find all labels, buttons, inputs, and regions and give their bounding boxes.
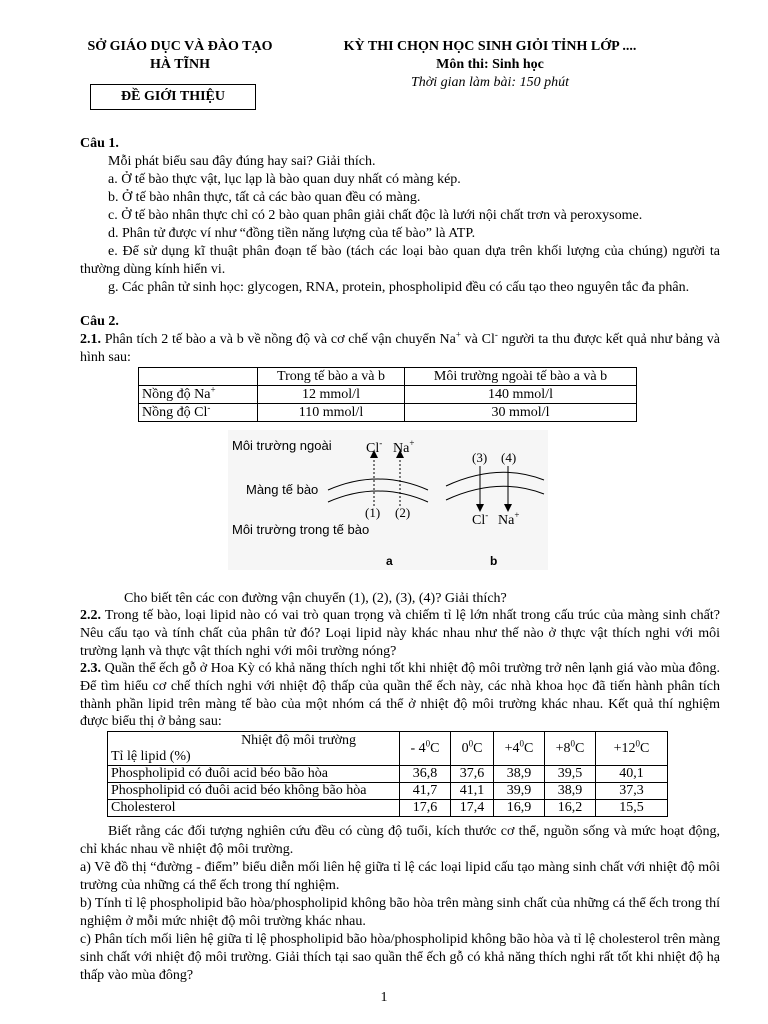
q2-3-note: Biết rằng các đối tượng nghiên cứu đều có cùng độ tuổi, kích thước cơ thể, nguồn sống và mức hoạt động, chỉ khác nhau về nhiệt độ môi trường. (80, 824, 720, 857)
intro-exam-box: ĐỀ GIỚI THIỆU (90, 84, 256, 110)
membrane-label: Màng tế bào (246, 482, 319, 497)
inner-env-label: Môi trường trong tế bào (232, 522, 370, 537)
q1-title: Câu 1. (80, 136, 119, 151)
na-label-b: Na+ (498, 510, 520, 528)
q1-a: a. Ở tế bào thực vật, lục lạp là bào quan duy nhất có màng kép. (108, 172, 461, 187)
q2-3-text: 2.3. Quần thể ếch gỗ ở Hoa Kỳ có khả năng thích nghi tốt khi nhiệt độ môi trường trở nên lạnh giá vào mùa đông. Để tìm hiểu cơ chế thích nghi với nhiệt độ thấp của quần thể ếch này, các nhà khoa học đã tiến hành phân tích thành phần lipid trên màng tế bào của một nhóm cá thể ở nhiệt độ môi trường khác nhau. Kết quả thí nghiệm được biểu thị ở bảng sau: (80, 661, 720, 730)
q1-g: g. Các phân tử sinh học: glycogen, RNA, protein, phospholipid đều có cấu tạo theo nguyên tắc đa phân. (108, 280, 690, 295)
q2-3-c: c) Phân tích mối liên hệ giữa tỉ lệ phospholipid bão hòa/phospholipid không bão hòa và tỉ lệ cholesterol trên màng sinh chất với nhiệt độ môi trường. Giải thích tại sao quần thể ếch gỗ có khả năng thích nghi rất tốt khi nhiệt độ hạ thấp vào mùa đông? (80, 932, 720, 983)
q2-3-b: b) Tính tỉ lệ phospholipid bão hòa/phospholipid không bão hòa trên màng sinh chất của những cá thể ếch trong thí nghiệm ở mỗi mức nhiệt độ môi trường khác nhau. (80, 896, 720, 929)
cl-label-a: Cl- (366, 438, 383, 456)
table-row: Cholesterol 17,6 17,4 16,9 16,2 15,5 (108, 800, 668, 817)
q2-title: Câu 2. (80, 314, 119, 329)
department-name: SỞ GIÁO DỤC VÀ ĐÀO TẠO HÀ TĨNH (87, 39, 273, 72)
exam-header: KỲ THI CHỌN HỌC SINH GIỎI TỈNH LỚP .... Môn thi: Sinh học Thời gian làm bài: 150 phút (343, 39, 637, 90)
q1-e: e. Để sử dụng kĩ thuật phân đoạn tế bào (tách các loại bào quan dựa trên khối lượng của chúng) người ta thường dùng kính hiển vi. (80, 244, 720, 277)
ion-concentration-table: Trong tế bào a và b Môi trường ngoài tế bào a và b Nồng độ Na+ 12 mmol/l 140 mmol/l Nồng độ Cl- 110 mmol/l 30 mmol/l (138, 367, 637, 422)
figure-a-label: a (386, 554, 393, 568)
q1-intro: Mỗi phát biểu sau đây đúng hay sai? Giải thích. (108, 154, 376, 169)
q1-d: d. Phân tử được ví như “đồng tiền năng lượng của tế bào” là ATP. (108, 226, 476, 241)
na-label-a: Na+ (393, 438, 415, 456)
table-row: Nồng độ Na+ 12 mmol/l 140 mmol/l (139, 386, 637, 404)
figure-b-label: b (490, 554, 498, 568)
table-row: Nồng độ Cl- 110 mmol/l 30 mmol/l (139, 404, 637, 422)
q2-2-text: 2.2. Trong tế bào, loại lipid nào có vai trò quan trọng và chiếm tỉ lệ lớn nhất trong cấu trúc của màng sinh chất? Nêu cấu tạo và tính chất của phân tử đó? Loại lipid này khác nhau như thế nào ở thực vật thích nghi với môi trường lạnh và thực vật thích nghi với môi trường nóng? (80, 608, 720, 659)
pathway-4-label: (4) (501, 450, 517, 465)
q1-c: c. Ở tế bào nhân thực chỉ có 2 bào quan phân giải chất độc là lưới nội chất trơn và peroxysome. (108, 208, 643, 223)
q2-1-text: 2.1. Phân tích 2 tế bào a và b về nồng độ và cơ chế vận chuyển Na+ và Cl- người ta thu được kết quả như bảng và hình sau: (80, 329, 720, 365)
pathway-2-label: (2) (395, 505, 411, 520)
lipid-temperature-table: Nhiệt độ môi trường Tỉ lệ lipid (%) - $4^0C$ $0^0C$ $+4^0C$ $+8^0C$ $+12^0C$ Phospholipid có đuôi acid béo bão hòa 36,8 37,6 38,9 39,5 40,1 Phospholipid có đuôi acid béo không bão hòa 41,7 41,1 39,9 38,9 37,3 Cholesterol 17,6 17,4 16,9 16,2 15,5 (107, 731, 668, 817)
cl-label-b: Cl- (472, 510, 489, 528)
pathway-1-label: (1) (365, 505, 381, 520)
q1-b: b. Ở tế bào nhân thực, tất cả các bào quan đều có màng. (108, 190, 421, 205)
table-row: Phospholipid có đuôi acid béo bão hòa 36,8 37,6 38,9 39,5 40,1 (108, 766, 668, 783)
table-row: Phospholipid có đuôi acid béo không bão hòa 41,7 41,1 39,9 38,9 37,3 (108, 783, 668, 800)
page-number: 1 (380, 990, 388, 1005)
outer-env-label: Môi trường ngoài (232, 438, 332, 453)
figure-question: Cho biết tên các con đường vận chuyển (1), (2), (3), (4)? Giải thích? (124, 591, 507, 606)
membrane-transport-figure (228, 430, 548, 570)
pathway-3-label: (3) (472, 450, 488, 465)
q2-3-a: a) Vẽ đồ thị “đường - điểm” biểu diễn mối liên hệ giữa tỉ lệ các loại lipid cấu tạo màng sinh chất với nhiệt độ môi trường của những cá thể ếch trong thí nghiệm. (80, 860, 720, 893)
